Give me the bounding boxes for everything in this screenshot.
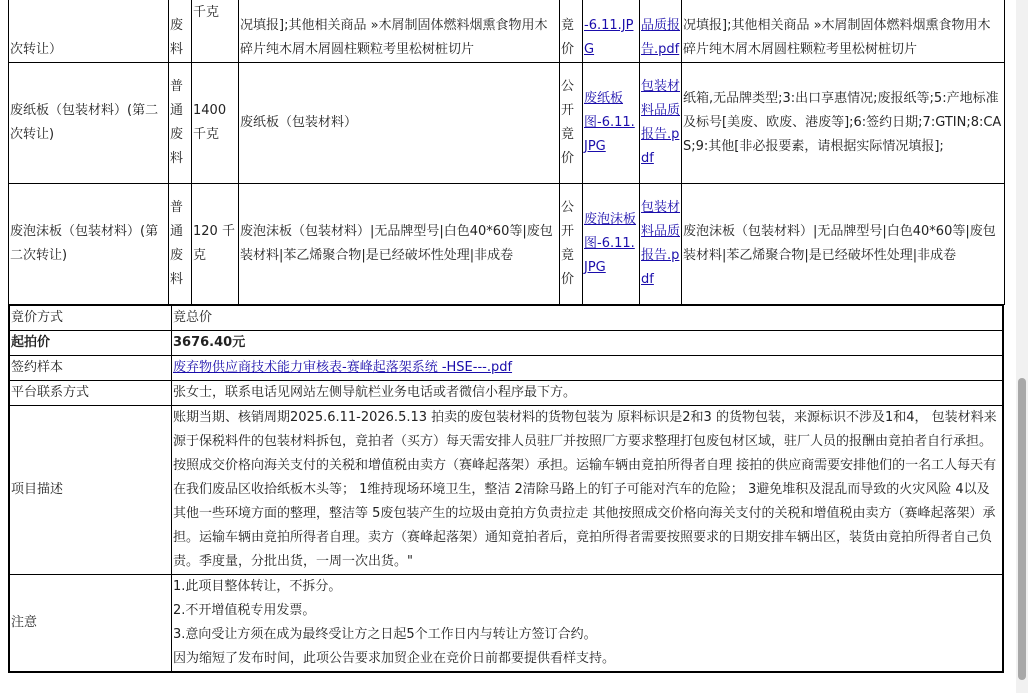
item-weight: 千克 [192, 0, 239, 63]
item-weight: 120 千克 [192, 184, 239, 305]
table-row [9, 0, 1005, 63]
notice-label: 注意 [9, 575, 172, 673]
content-area [8, 0, 1004, 673]
vertical-scrollbar[interactable] [1016, 0, 1028, 693]
info-row-bid-method [9, 306, 1003, 331]
info-row-notice [9, 575, 1003, 673]
description-label: 项目描述 [9, 406, 172, 575]
item-method: 竟价 [560, 0, 583, 63]
info-table [8, 305, 1004, 673]
item-desc: 况填报];其他相关商品 »木屑制固体燃料烟熏食物用木碎片纯木屑木屑圆柱颗粒考里松树桩切片 [239, 0, 560, 63]
contact-label: 平台联系方式 [9, 381, 172, 406]
item-method: 公开竟价 [560, 184, 583, 305]
item-spec: 废泡沫板（包装材料）|无品牌型号|白色40*60等|废包装材料|苯乙烯聚合物|是已经破坏性处理|非成卷 [682, 184, 1005, 305]
item-desc: 废泡沫板（包装材料）|无品牌型号|白色40*60等|废包装材料|苯乙烯聚合物|是已经破坏性处理|非成卷 [239, 184, 560, 305]
scrollbar-thumb[interactable] [1018, 378, 1026, 680]
info-row-start-price [9, 331, 1003, 356]
item-desc: 废纸板（包装材料） [239, 63, 560, 184]
item-spec: 纸箱,无品牌类型;3:出口享惠情况;废报纸等;5:产地标准及标号[美废、欧废、港废等];6:签约日期;7:GTIN;8:CAS;9:其他[非必报要素，请根据实际情况填报]; [682, 63, 1005, 184]
item-weight: 1400千克 [192, 63, 239, 184]
table-row [9, 184, 1005, 305]
item-report-link[interactable]: 品质报告.pdf [641, 18, 681, 57]
info-row-sample [9, 356, 1003, 381]
items-table [8, 0, 1005, 305]
sample-file-link[interactable]: 废弃物供应商技术能力审核表-赛峰起落架系统 -HSE---.pdf [173, 360, 513, 375]
notice-line: 因为缩短了发布时间，此项公告要求加贸企业在竞价日前都要提供看样支持。 [173, 651, 616, 666]
bid-method-label: 竟价方式 [9, 306, 172, 331]
info-row-contact [9, 381, 1003, 406]
bid-method-value: 竟总价 [172, 306, 1004, 331]
sample-label: 签约样本 [9, 356, 172, 381]
description-value: 账期当期、核销周期2025.6.11-2026.5.13 拍卖的废包装材料的货物包装为 原料标识是2和3 的货物包装，来源标识不涉及1和4， 包装材料来源于保税料件的包装材料拆包，竟拍者（买方）每天需安排人员驻厂并按照厂方要求整理打包废包材区域，驻厂人员的报酬由竟拍者自行承担。按照成交价格向海关支付的关税和增值税由卖方（赛峰起落架）承担。运输车辆由竟拍所得者自理 接拍的供应商需要安排他们的一名工人每天有在我们废品区收拾纸板木头等； 1维持现场环境卫生，整洁 2清除马路上的钉子可能对汽车的危险； 3避免堆积及混乱而导致的火灾风险 4以及其他一些环境方面的整理，整洁等 5废包装产生的垃圾由竟拍方负责拉走 其他按照成交价格向海关支付的关税和增值税由卖方（赛峰起落架）承担。运输车辆由竟拍所得者自理。卖方（赛峰起落架）通知竟拍者后，竟拍所得者需要按照要求的日期安排车辆出区，装货由竟拍所得者自己负责。季度量，分批出货，一周一次出货。" [172, 406, 1004, 575]
info-row-description [9, 406, 1003, 575]
notice-line: 3.意向受让方须在成为最终受让方之日起5个工作日内与转让方签订合约。 [173, 627, 597, 642]
item-report-link[interactable]: 包装材料品质报告.pdf [641, 200, 681, 287]
item-report-link[interactable]: 包装材料品质报告.pdf [641, 79, 681, 166]
item-image-link[interactable]: -6.11.JPG [584, 18, 634, 57]
item-spec: 况填报];其他相关商品 »木屑制固体燃料烟熏食物用木碎片纯木屑木屑圆柱颗粒考里松树桩切片 [682, 0, 1005, 63]
item-type: 废料 [169, 0, 192, 63]
start-price-value: 3676.40元 [172, 331, 1004, 356]
item-type: 普通废料 [169, 63, 192, 184]
item-image-link[interactable]: 废纸板图-6.11.JPG [584, 91, 635, 154]
item-image-link[interactable]: 废泡沫板图-6.11.JPG [584, 212, 637, 275]
start-price-label: 起拍价 [9, 331, 172, 356]
item-name: 废泡沫板（包装材料）(第二次转让) [9, 184, 169, 305]
notice-line: 1.此项目整体转让，不拆分。 [173, 579, 342, 594]
contact-value: 张女士，联系电话见网站左侧导航栏业务电话或者微信小程序最下方。 [172, 381, 1004, 406]
notice-line: 2.不开增值税专用发票。 [173, 603, 316, 618]
notice-lines [172, 575, 1004, 673]
item-type: 普通废料 [169, 184, 192, 305]
item-method: 公开竟价 [560, 63, 583, 184]
table-row [9, 63, 1005, 184]
item-name: 废纸板（包装材料）(第二次转让) [9, 63, 169, 184]
item-name: 次转让） [9, 0, 169, 63]
